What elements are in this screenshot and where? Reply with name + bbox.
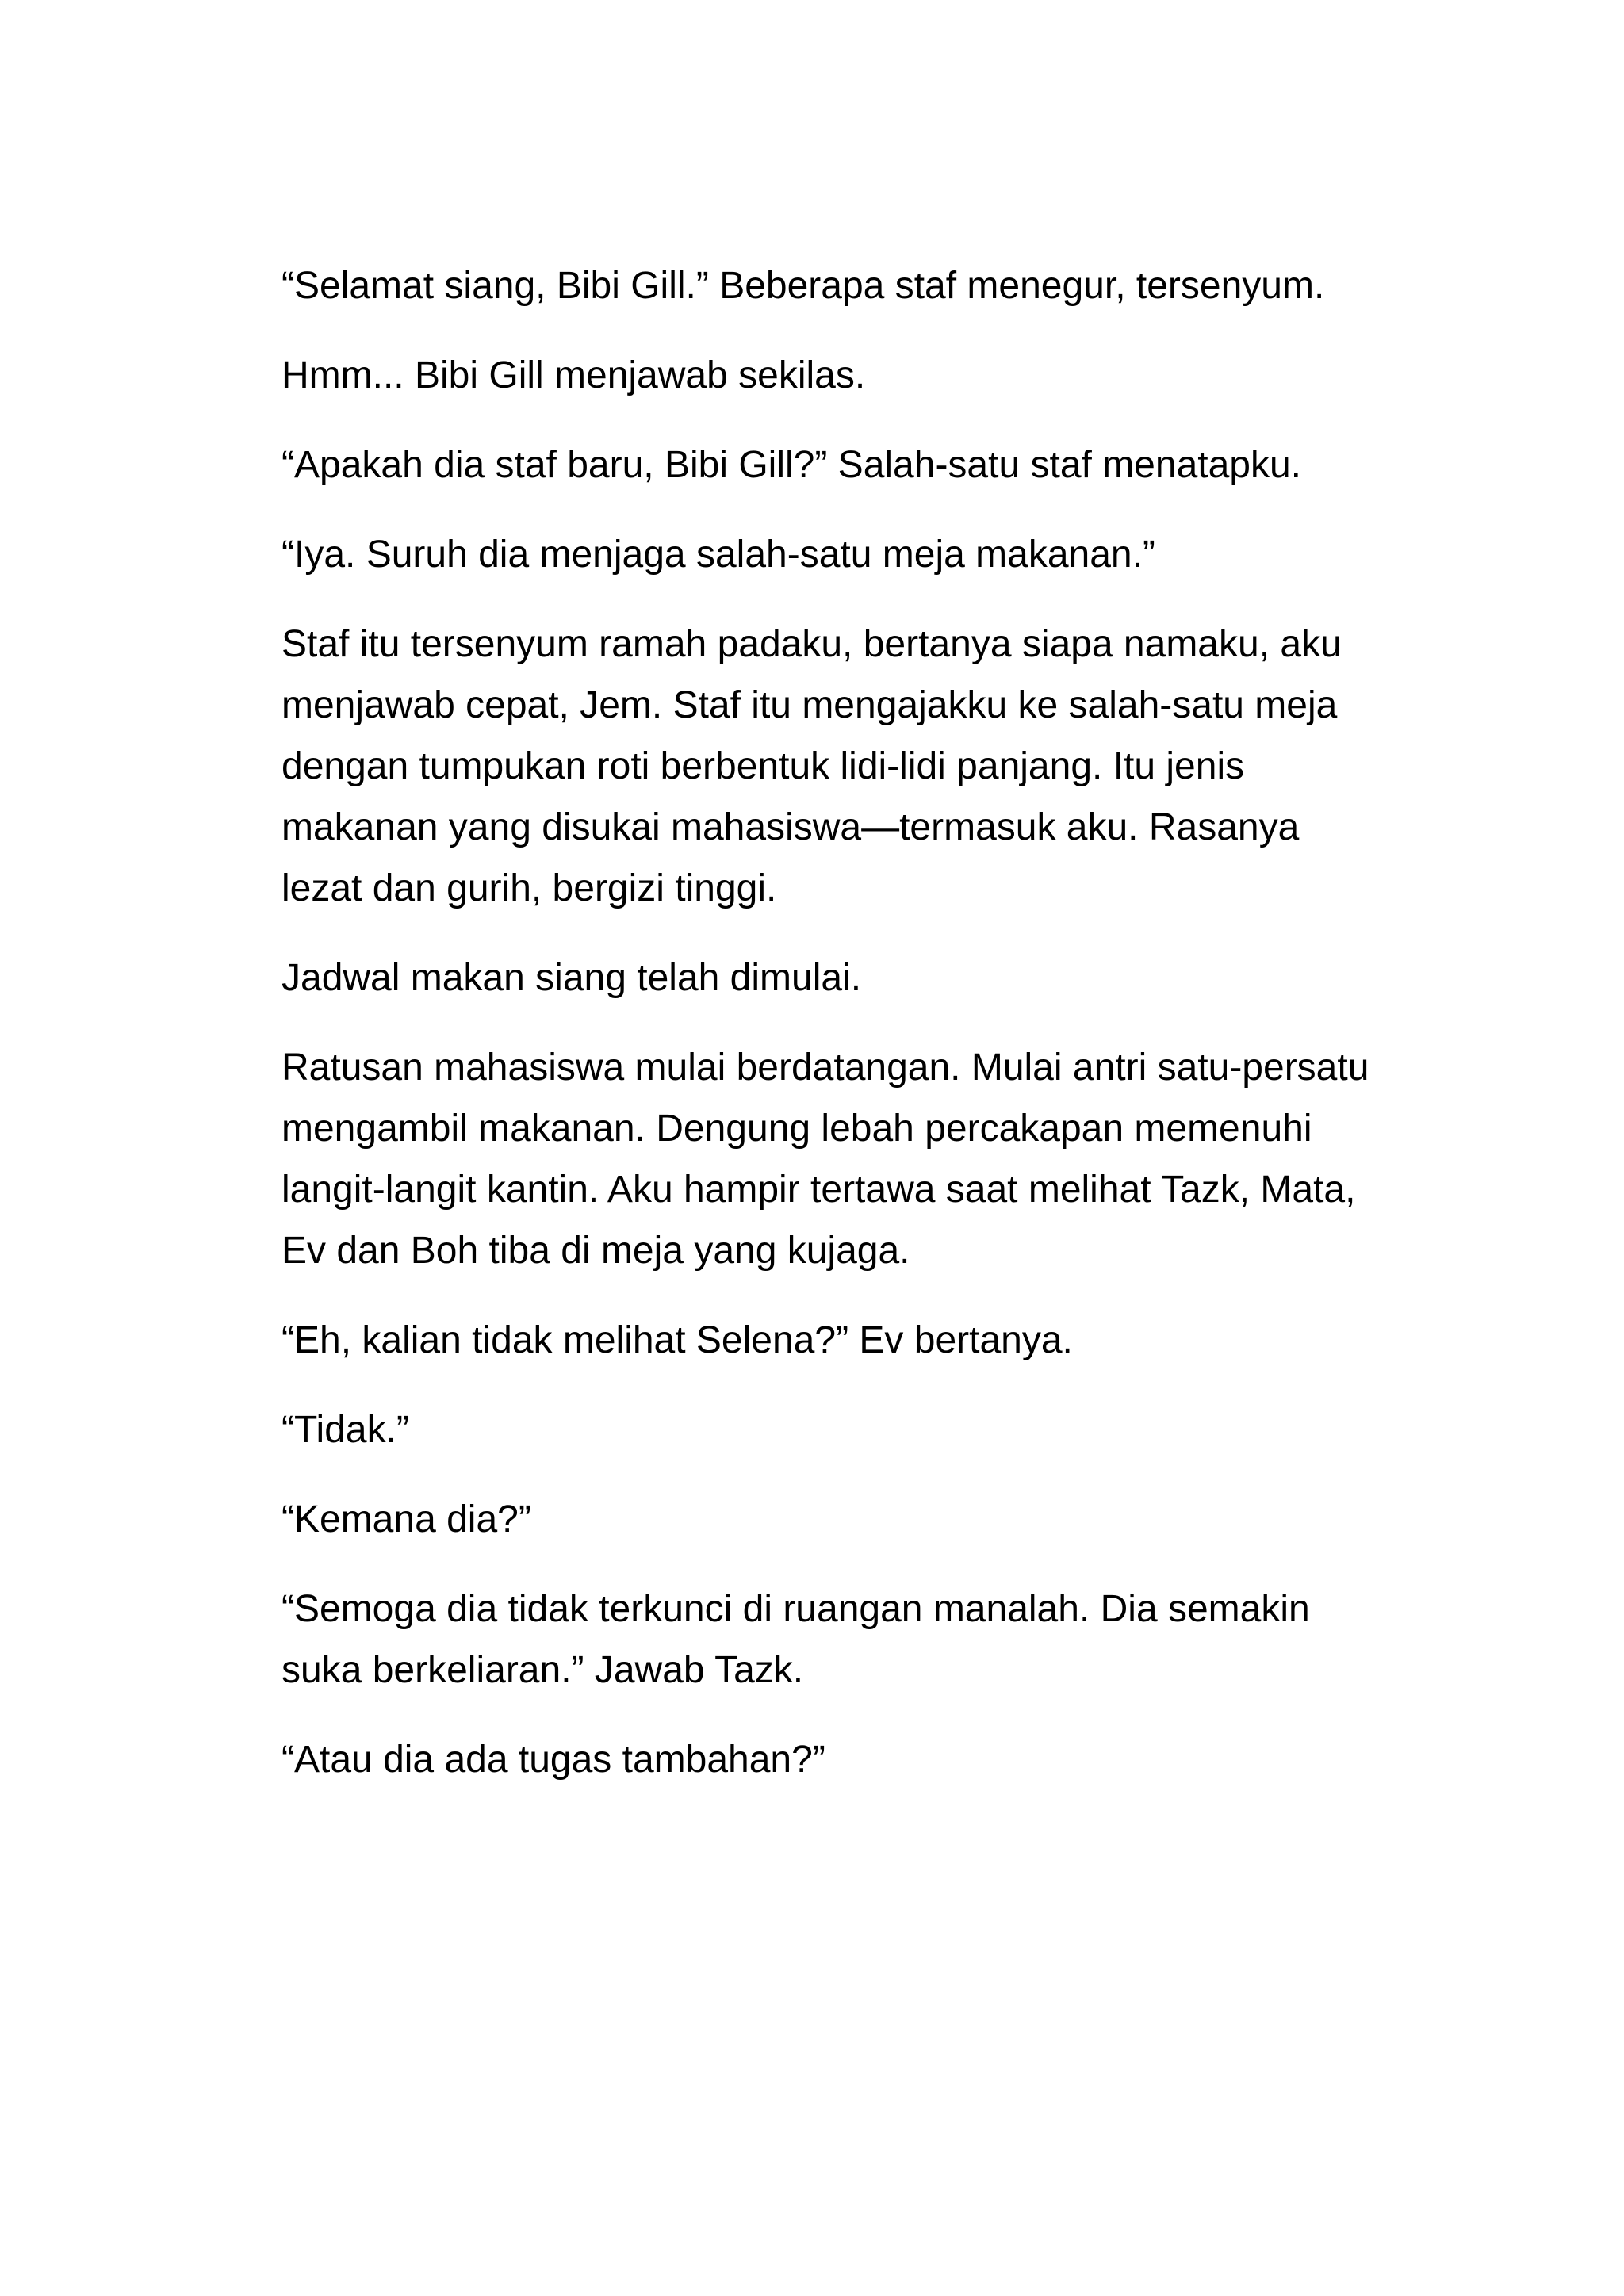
paragraph: Jadwal makan siang telah dimulai. xyxy=(282,957,862,999)
paragraph: “Tidak.” xyxy=(282,1409,409,1451)
paragraph: “Selamat siang, Bibi Gill.” Beberapa staf menegur, tersenyum. xyxy=(282,265,1325,307)
paragraph: “Semoga dia tidak terkunci di ruangan manalah. Dia semakin suka berkeliaran.” Jawab Tazk. xyxy=(282,1588,1310,1691)
paragraph: Hmm... Bibi Gill menjawab sekilas. xyxy=(282,354,866,396)
paragraph: Staf itu tersenyum ramah padaku, bertanya siapa namaku, aku menjawab cepat, Jem. Staf itu mengajakku ke salah-satu meja dengan tumpukan roti berbentuk lidi-lidi panjang. Itu jenis makanan yang disukai mahasiswa—termasuk aku. Rasanya lezat dan gurih, bergizi tinggi. xyxy=(282,623,1342,909)
paragraph: “Kemana dia?” xyxy=(282,1498,531,1540)
document-body xyxy=(282,255,1376,1819)
paragraph: “Apakah dia staf baru, Bibi Gill?” Salah-satu staf menatapku. xyxy=(282,444,1302,486)
paragraph: Ratusan mahasiswa mulai berdatangan. Mulai antri satu-persatu mengambil makanan. Dengung lebah percakapan memenuhi langit-langit kantin. Aku hampir tertawa saat melihat Tazk, Mata, Ev dan Boh tiba di meja yang kujaga. xyxy=(282,1047,1369,1272)
paragraph: “Eh, kalian tidak melihat Selena?” Ev bertanya. xyxy=(282,1319,1073,1361)
paragraph: “Atau dia ada tugas tambahan?” xyxy=(282,1739,825,1781)
paragraph: “Iya. Suruh dia menjaga salah-satu meja makanan.” xyxy=(282,534,1155,576)
